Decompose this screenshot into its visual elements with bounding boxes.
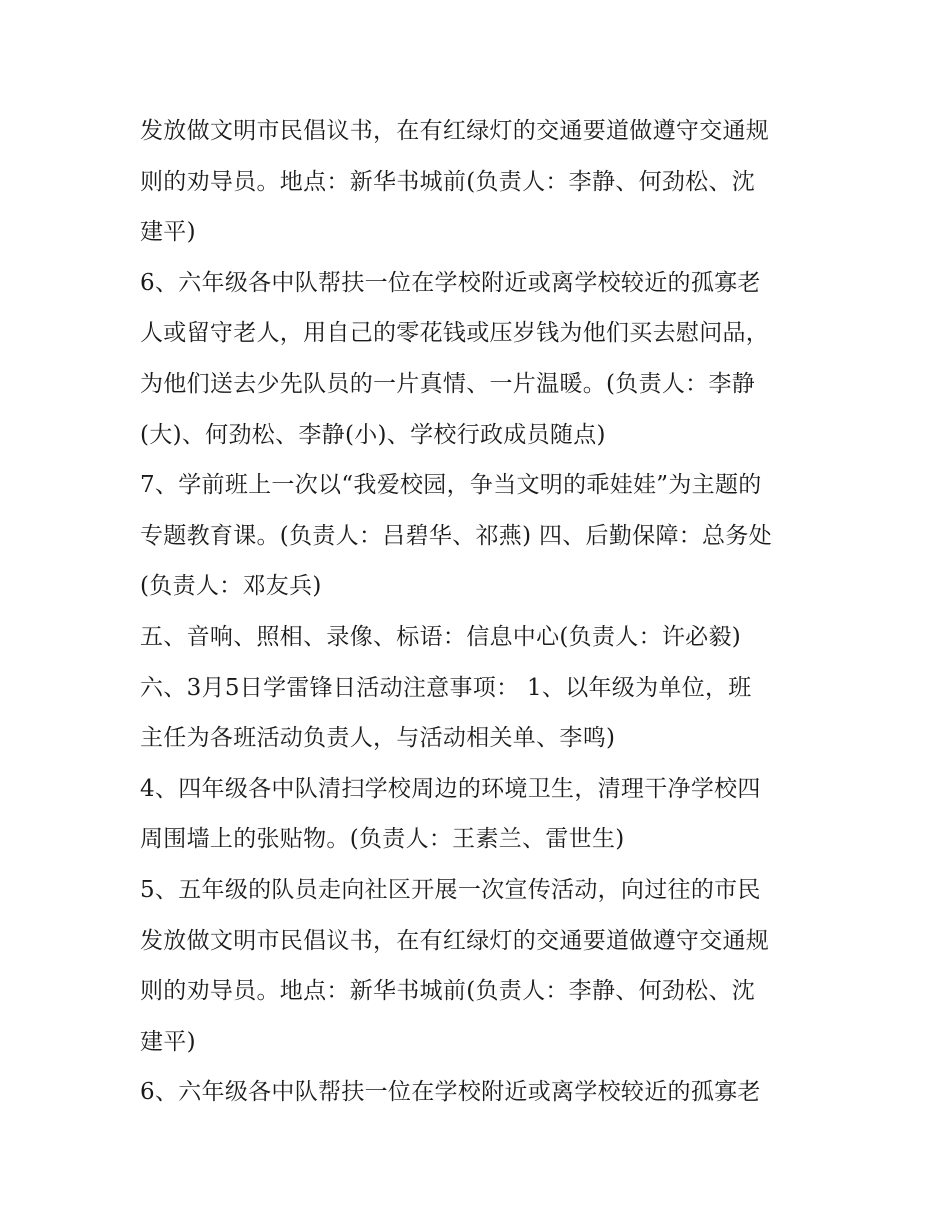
text-line: 为他们送去少先队员的一片真情、一片温暖。(负责人：李静 xyxy=(140,370,756,397)
text-line: 6、六年级各中队帮扶一位在学校附近或离学校较近的孤寡老 xyxy=(140,1079,761,1106)
text-line: 6、六年级各中队帮扶一位在学校附近或离学校较近的孤寡老 xyxy=(140,269,761,296)
text-line: 发放做文明市民倡议书，在有红绿灯的交通要道做遵守交通规 xyxy=(140,118,770,144)
text-line: 六、3月5日学雷锋日活动注意事项： 1、以年级为单位，班 xyxy=(140,674,752,701)
document-body xyxy=(140,106,820,1118)
text-line: 建平) xyxy=(140,219,196,246)
text-line: 4、四年级各中队清扫学校周边的环境卫生，清理干净学校四 xyxy=(140,775,761,802)
text-line: 五、音响、照相、录像、标语：信息中心(负责人：许必毅) xyxy=(140,623,742,650)
text-line: 发放做文明市民倡议书，在有红绿灯的交通要道做遵守交通规 xyxy=(140,927,770,954)
text-line: 5、五年级的队员走向社区开展一次宣传活动，向过往的市民 xyxy=(140,876,761,903)
text-line: 建平) xyxy=(140,1028,196,1055)
text-line: 则的劝导员。地点：新华书城前(负责人：李静、何劲松、沈 xyxy=(140,978,756,1005)
text-line: 专题教育课。(负责人：吕碧华、祁燕) 四、后勤保障：总务处 xyxy=(140,522,772,549)
text-line: 主任为各班活动负责人，与活动相关单、李鸣) xyxy=(140,725,616,752)
text-line: 人或留守老人，用自己的零花钱或压岁钱为他们买去慰问品， xyxy=(140,320,770,347)
text-line: (负责人：邓友兵) xyxy=(140,573,322,600)
text-line: 7、学前班上一次以“我爱校园，争当文明的乖娃娃”为主题的 xyxy=(140,472,762,499)
text-line: 周围墙上的张贴物。(负责人：王素兰、雷世生) xyxy=(140,826,625,853)
text-line: 则的劝导员。地点：新华书城前(负责人：李静、何劲松、沈 xyxy=(140,168,756,195)
text-line: (大)、何劲松、李静(小)、学校行政成员随点) xyxy=(140,421,606,448)
